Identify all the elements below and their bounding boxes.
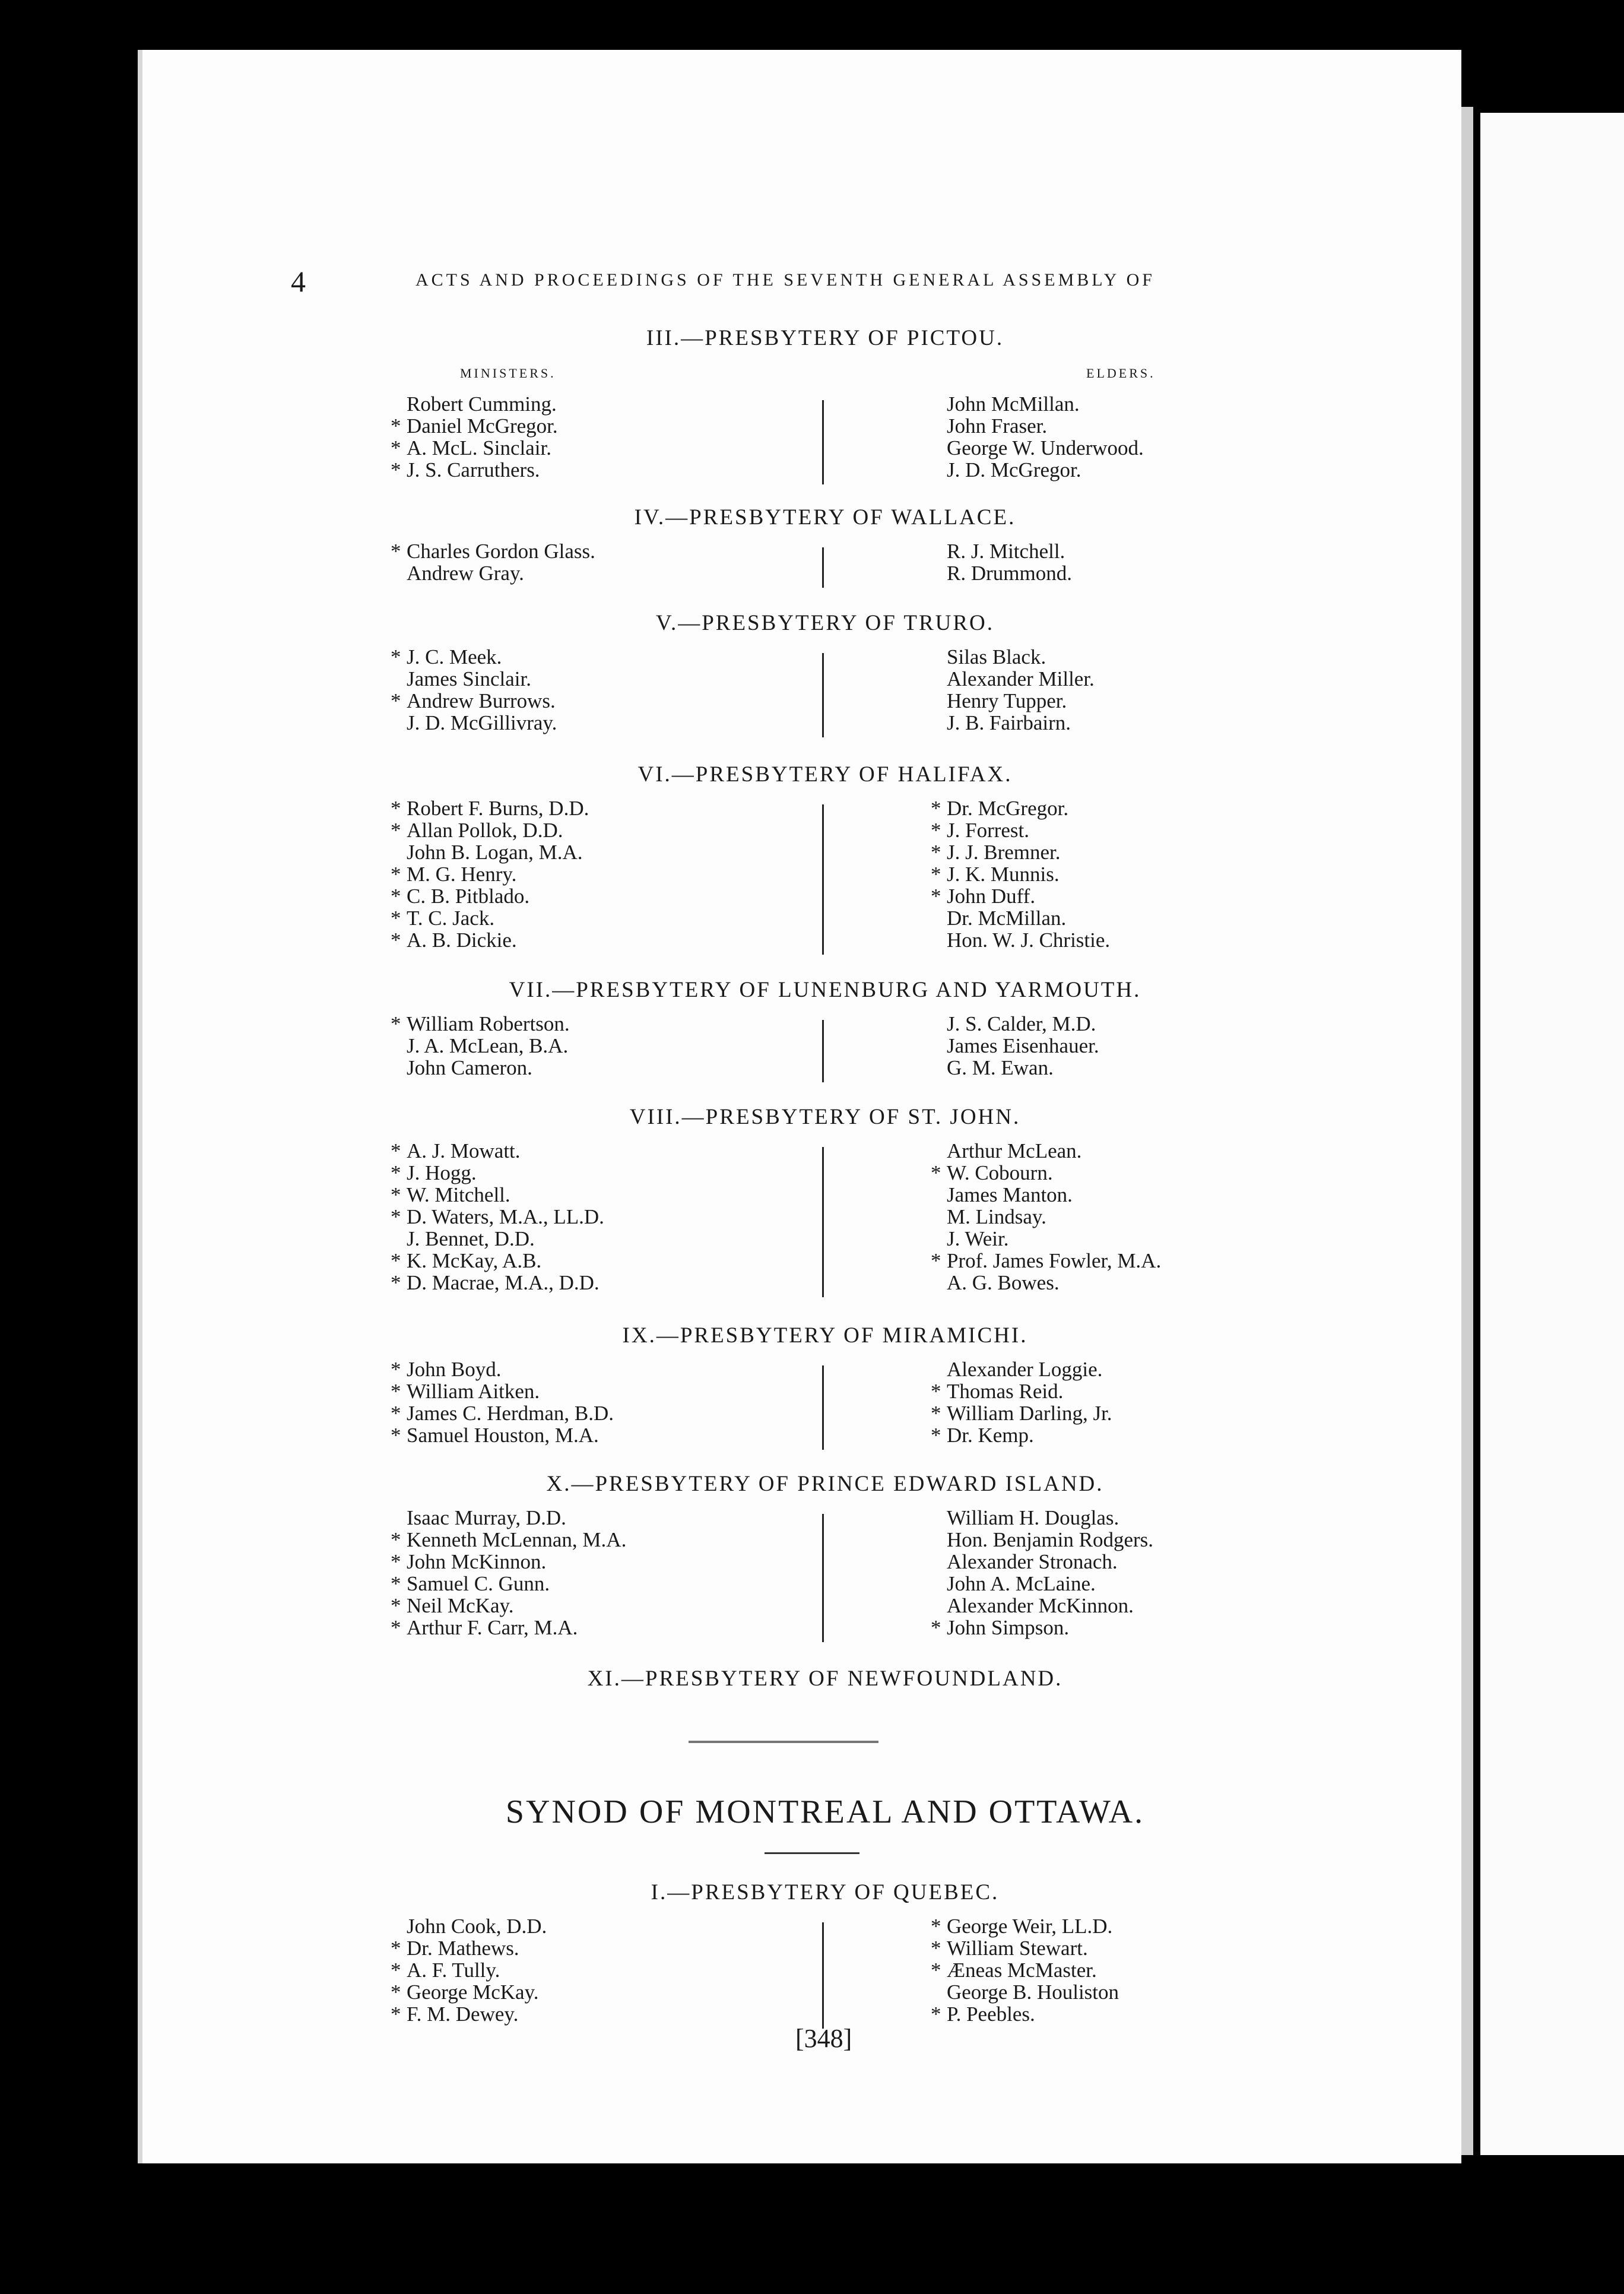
person-name: John Cameron. — [407, 1056, 532, 1079]
asterisk-mark: * — [391, 1161, 401, 1184]
person-name: J. S. Calder, M.D. — [947, 1012, 1096, 1035]
asterisk-mark: * — [391, 645, 401, 668]
minister-entry — [391, 1937, 547, 1960]
asterisk-mark: * — [391, 1205, 401, 1228]
elder-entry — [947, 459, 1144, 481]
person-name: Henry Tupper. — [947, 689, 1067, 712]
minister-entry — [391, 1205, 604, 1228]
person-name: J. Bennet, D.D. — [407, 1227, 535, 1250]
minister-entry — [391, 1358, 614, 1381]
ministers-list — [391, 540, 595, 585]
person-name: Æneas McMaster. — [947, 1959, 1097, 1982]
person-name: K. McKay, A.B. — [407, 1249, 542, 1272]
minister-entry — [391, 1616, 626, 1639]
elder-entry — [947, 907, 1110, 929]
synod-title: SYNOD OF MONTREAL AND OTTAWA. — [505, 1794, 1145, 1830]
asterisk-mark: * — [391, 1402, 401, 1425]
asterisk-mark: * — [391, 1528, 401, 1551]
minister-entry — [391, 1981, 547, 2004]
ministers-list — [391, 1012, 570, 1079]
facing-page-edge — [1480, 113, 1624, 2155]
minister-entry — [391, 1402, 614, 1425]
person-name: James Manton. — [947, 1183, 1073, 1206]
elder-entry — [931, 1616, 1153, 1639]
elder-entry — [947, 1358, 1112, 1380]
column-rule — [822, 1020, 824, 1082]
asterisk-mark: * — [931, 1380, 941, 1403]
presbytery-section — [380, 1323, 1270, 1447]
asterisk-mark: * — [391, 1012, 401, 1035]
minister-entry — [407, 841, 589, 863]
minister-entry — [391, 1959, 547, 1982]
person-name: J. K. Munnis. — [947, 863, 1060, 886]
asterisk-mark: * — [391, 1271, 401, 1294]
minister-entry — [391, 885, 589, 908]
elder-entry — [947, 562, 1072, 584]
person-name: J. D. McGillivray. — [407, 711, 557, 734]
minister-entry — [407, 1915, 547, 1937]
asterisk-mark: * — [391, 1358, 401, 1381]
person-name: William Darling, Jr. — [947, 1402, 1112, 1425]
column-rule — [822, 804, 824, 955]
minister-entry — [391, 1380, 614, 1403]
asterisk-mark: * — [391, 1424, 401, 1447]
person-name: Dr. Kemp. — [947, 1424, 1034, 1447]
section-title: XI.—PRESBYTERY OF NEWFOUNDLAND. — [587, 1666, 1063, 1691]
elder-entry — [947, 1551, 1153, 1573]
asterisk-mark: * — [391, 1959, 401, 1982]
person-name: William Aitken. — [407, 1380, 540, 1403]
minister-entry — [391, 1249, 604, 1272]
person-name: A. F. Tully. — [407, 1959, 500, 1982]
section-title: III.—PRESBYTERY OF PICTOU. — [646, 326, 1004, 350]
person-name: Thomas Reid. — [947, 1380, 1064, 1403]
ministers-header: MINISTERS. — [460, 366, 556, 381]
person-name: William Robertson. — [407, 1012, 570, 1035]
ministers-list — [391, 1139, 604, 1294]
elder-entry — [931, 1249, 1162, 1272]
person-name: Charles Gordon Glass. — [407, 540, 595, 563]
asterisk-mark: * — [391, 436, 401, 460]
elder-entry — [947, 690, 1095, 712]
person-name: George B. Houliston — [947, 1981, 1119, 2004]
minister-entry — [391, 907, 589, 930]
person-name: John Duff. — [947, 885, 1036, 908]
person-name: Dr. McGregor. — [947, 797, 1069, 820]
person-name: James C. Herdman, B.D. — [407, 1402, 614, 1425]
asterisk-mark: * — [391, 1981, 401, 2004]
person-name: D. Waters, M.A., LL.D. — [407, 1205, 604, 1228]
person-name: Dr. Mathews. — [407, 1937, 519, 1960]
person-name: G. M. Ewan. — [947, 1056, 1054, 1079]
person-name: John B. Logan, M.A. — [407, 841, 583, 864]
person-name: Allan Pollok, D.D. — [407, 819, 563, 842]
elders-list — [947, 540, 1072, 584]
column-rule — [822, 1365, 824, 1450]
person-name: George Weir, LL.D. — [947, 1915, 1113, 1938]
minister-entry — [391, 436, 558, 460]
asterisk-mark: * — [391, 1550, 401, 1573]
asterisk-mark: * — [931, 797, 941, 820]
asterisk-mark: * — [931, 1616, 941, 1639]
elder-entry — [947, 1272, 1161, 1294]
person-name: M. G. Henry. — [407, 863, 517, 886]
person-name: W. Mitchell. — [407, 1183, 510, 1206]
minister-entry — [391, 689, 557, 712]
minister-entry — [391, 1161, 604, 1184]
elder-entry — [947, 1507, 1153, 1529]
elder-entry — [947, 1057, 1099, 1079]
ministers-list — [391, 645, 557, 734]
elder-entry — [947, 1573, 1153, 1595]
person-name: John McKinnon. — [407, 1550, 547, 1573]
person-name: J. Weir. — [947, 1227, 1009, 1250]
person-name: Alexander Loggie. — [947, 1358, 1103, 1381]
person-name: D. Macrae, M.A., D.D. — [407, 1271, 600, 1294]
elders-list — [931, 1358, 1112, 1447]
minister-entry — [407, 1507, 626, 1529]
elder-entry — [947, 929, 1110, 951]
person-name: Alexander Miller. — [947, 667, 1095, 690]
asterisk-mark: * — [931, 1161, 941, 1184]
minister-entry — [391, 458, 558, 481]
elder-entry — [947, 712, 1095, 734]
minister-entry — [391, 1183, 604, 1206]
column-rule — [822, 400, 824, 484]
ministers-list — [391, 1915, 547, 2026]
presbytery-section — [380, 978, 1270, 1079]
elder-entry — [947, 1228, 1161, 1250]
asterisk-mark: * — [931, 1402, 941, 1425]
elder-entry — [931, 1380, 1112, 1403]
asterisk-mark: * — [931, 819, 941, 842]
person-name: Samuel C. Gunn. — [407, 1572, 550, 1595]
elder-entry — [931, 863, 1110, 886]
elders-list — [931, 1915, 1119, 2026]
person-name: Neil McKay. — [407, 1594, 514, 1617]
elder-entry — [947, 415, 1144, 437]
asterisk-mark: * — [391, 1380, 401, 1403]
minister-entry — [391, 1572, 626, 1595]
asterisk-mark: * — [391, 2003, 401, 2026]
asterisk-mark: * — [391, 414, 401, 438]
asterisk-mark: * — [391, 1183, 401, 1206]
minister-entry — [391, 1012, 570, 1035]
column-rule — [822, 1147, 824, 1297]
person-name: C. B. Pitblado. — [407, 885, 530, 908]
presbytery-section — [380, 505, 1270, 585]
person-name: J. Hogg. — [407, 1161, 477, 1184]
column-rule — [822, 1922, 824, 2029]
elder-entry — [931, 1959, 1119, 1982]
asterisk-mark: * — [391, 689, 401, 712]
minister-entry — [391, 540, 595, 563]
person-name: Robert Cumming. — [407, 392, 557, 416]
elder-entry — [931, 1402, 1112, 1425]
person-name: J. Forrest. — [947, 819, 1030, 842]
elders-list — [931, 1139, 1162, 1294]
elder-entry — [947, 1184, 1161, 1206]
person-name: Daniel McGregor. — [407, 414, 558, 438]
person-name: A. McL. Sinclair. — [407, 436, 551, 460]
person-name: Hon. Benjamin Rodgers. — [947, 1528, 1154, 1551]
person-name: R. J. Mitchell. — [947, 540, 1065, 563]
section-title: VIII.—PRESBYTERY OF ST. JOHN. — [629, 1105, 1021, 1129]
person-name: J. B. Fairbairn. — [947, 711, 1071, 734]
person-name: A. B. Dickie. — [407, 929, 517, 952]
person-name: Alexander McKinnon. — [947, 1594, 1134, 1617]
person-name: Andrew Gray. — [407, 562, 524, 585]
elders-list — [947, 646, 1095, 734]
asterisk-mark: * — [931, 1915, 941, 1938]
elder-entry — [931, 1915, 1119, 1938]
minister-entry — [391, 1271, 604, 1294]
person-name: James Eisenhauer. — [947, 1034, 1099, 1057]
person-name: George McKay. — [407, 1981, 539, 2004]
asterisk-mark: * — [931, 863, 941, 886]
asterisk-mark: * — [391, 1594, 401, 1617]
person-name: Arthur McLean. — [947, 1139, 1082, 1162]
person-name: Prof. James Fowler, M.A. — [947, 1249, 1162, 1272]
elder-entry — [931, 885, 1110, 908]
column-rule — [822, 1514, 824, 1642]
asterisk-mark: * — [391, 885, 401, 908]
asterisk-mark: * — [931, 1424, 941, 1447]
ministers-list — [391, 392, 558, 481]
elder-entry — [931, 841, 1110, 864]
column-headers — [380, 361, 1270, 382]
person-name: A. G. Bowes. — [947, 1271, 1060, 1294]
minister-entry — [391, 1550, 626, 1573]
asterisk-mark: * — [391, 1139, 401, 1162]
presbytery-section — [380, 1667, 1270, 1691]
person-name: John McMillan. — [947, 392, 1080, 416]
elders-list — [931, 1506, 1154, 1639]
minister-entry — [407, 393, 558, 415]
person-name: Silas Black. — [947, 645, 1046, 668]
asterisk-mark: * — [391, 819, 401, 842]
person-name: P. Peebles. — [947, 2003, 1035, 2026]
asterisk-mark: * — [391, 1616, 401, 1639]
person-name: John Simpson. — [947, 1616, 1070, 1639]
person-name: J. S. Carruthers. — [407, 458, 540, 481]
person-name: Kenneth McLennan, M.A. — [407, 1528, 627, 1551]
elder-entry — [931, 797, 1110, 820]
minister-entry — [407, 1057, 570, 1079]
elder-entry — [947, 540, 1072, 562]
section-title: IX.—PRESBYTERY OF MIRAMICHI. — [622, 1323, 1028, 1348]
elder-entry — [947, 1595, 1153, 1617]
elder-entry — [947, 646, 1095, 668]
person-name: John Boyd. — [407, 1358, 502, 1381]
minister-entry — [407, 668, 557, 690]
minister-entry — [391, 414, 558, 438]
minister-entry — [391, 1139, 604, 1162]
folio-number: [348] — [795, 2024, 852, 2053]
page-edge — [1461, 107, 1473, 2155]
asterisk-mark: * — [391, 929, 401, 952]
elder-entry — [947, 393, 1144, 415]
section-title: X.—PRESBYTERY OF PRINCE EDWARD ISLAND. — [546, 1472, 1104, 1496]
elder-entry — [931, 819, 1110, 842]
presbytery-section — [380, 1472, 1270, 1639]
asterisk-mark: * — [391, 1249, 401, 1272]
minister-entry — [407, 562, 595, 584]
minister-entry — [391, 863, 589, 886]
minister-entry — [407, 712, 557, 734]
asterisk-mark: * — [391, 540, 401, 563]
person-name: William Stewart. — [947, 1937, 1088, 1960]
elder-entry — [947, 1013, 1099, 1035]
section-title: VII.—PRESBYTERY OF LUNENBURG AND YARMOUTH. — [509, 978, 1141, 1002]
elder-entry — [931, 1424, 1112, 1447]
person-name: Robert F. Burns, D.D. — [407, 797, 589, 820]
minister-entry — [407, 1228, 604, 1250]
ministers-list — [391, 797, 589, 952]
person-name: Samuel Houston, M.A. — [407, 1424, 599, 1447]
person-name: R. Drummond. — [947, 562, 1072, 585]
minister-entry — [391, 797, 589, 820]
running-head: ACTS AND PROCEEDINGS OF THE SEVENTH GENERAL ASSEMBLY OF — [415, 270, 1155, 290]
section-title: V.—PRESBYTERY OF TRURO. — [656, 611, 994, 635]
asterisk-mark: * — [391, 797, 401, 820]
elder-entry — [931, 1161, 1161, 1184]
asterisk-mark: * — [931, 2003, 941, 2026]
elders-list — [931, 797, 1111, 952]
minister-entry — [391, 1528, 627, 1551]
elder-entry — [947, 1529, 1153, 1551]
elder-entry — [931, 1937, 1119, 1960]
person-name: F. M. Dewey. — [407, 2003, 519, 2026]
person-name: J. A. McLean, B.A. — [407, 1034, 569, 1057]
asterisk-mark: * — [931, 841, 941, 864]
elders-list — [947, 393, 1144, 481]
column-rule — [822, 547, 824, 588]
minister-entry — [391, 1594, 626, 1617]
minister-entry — [391, 1424, 614, 1447]
person-name: Alexander Stronach. — [947, 1550, 1118, 1573]
asterisk-mark: * — [391, 907, 401, 930]
person-name: J. D. McGregor. — [947, 458, 1081, 481]
elder-entry — [947, 1981, 1119, 2003]
person-name: T. C. Jack. — [407, 907, 495, 930]
person-name: William H. Douglas. — [947, 1506, 1119, 1529]
person-name: J. C. Meek. — [407, 645, 502, 668]
presbytery-section — [380, 326, 1270, 481]
asterisk-mark: * — [391, 458, 401, 481]
person-name: Arthur F. Carr, M.A. — [407, 1616, 578, 1639]
elders-list — [947, 1013, 1099, 1079]
person-name: James Sinclair. — [407, 667, 531, 690]
page-number: 4 — [291, 265, 306, 298]
person-name: W. Cobourn. — [947, 1161, 1053, 1184]
person-name: M. Lindsay. — [947, 1205, 1046, 1228]
asterisk-mark: * — [931, 1937, 941, 1960]
presbytery-section — [380, 762, 1270, 952]
presbytery-section — [380, 611, 1270, 734]
asterisk-mark: * — [391, 1937, 401, 1960]
asterisk-mark: * — [931, 1959, 941, 1982]
person-name: Hon. W. J. Christie. — [947, 929, 1111, 952]
person-name: A. J. Mowatt. — [407, 1139, 521, 1162]
person-name: Isaac Murray, D.D. — [407, 1506, 566, 1529]
minister-entry — [391, 2003, 547, 2026]
elder-entry — [947, 1206, 1161, 1228]
elder-entry — [947, 668, 1095, 690]
asterisk-mark: * — [931, 885, 941, 908]
minister-entry — [407, 1035, 570, 1057]
person-name: Andrew Burrows. — [407, 689, 556, 712]
section-divider — [689, 1741, 878, 1743]
presbytery-section — [380, 1105, 1270, 1294]
person-name: John A. McLaine. — [947, 1572, 1096, 1595]
person-name: George W. Underwood. — [947, 436, 1144, 460]
elder-entry — [947, 1035, 1099, 1057]
title-underline — [765, 1852, 859, 1854]
presbytery-section — [380, 1880, 1270, 2026]
ministers-list — [391, 1358, 614, 1447]
column-rule — [822, 653, 824, 737]
person-name: J. J. Bremner. — [947, 841, 1061, 864]
elder-entry — [931, 2003, 1119, 2026]
asterisk-mark: * — [391, 863, 401, 886]
section-title: VI.—PRESBYTERY OF HALIFAX. — [637, 762, 1013, 787]
section-title: I.—PRESBYTERY OF QUEBEC. — [651, 1880, 1000, 1905]
minister-entry — [391, 819, 589, 842]
minister-entry — [391, 929, 589, 952]
person-name: Dr. McMillan. — [947, 907, 1067, 930]
asterisk-mark: * — [391, 1572, 401, 1595]
elder-entry — [947, 437, 1144, 459]
person-name: John Cook, D.D. — [407, 1915, 547, 1938]
person-name: John Fraser. — [947, 414, 1048, 438]
ministers-list — [391, 1506, 627, 1639]
elders-header: ELDERS. — [1086, 366, 1156, 381]
elder-entry — [947, 1140, 1161, 1162]
asterisk-mark: * — [931, 1249, 941, 1272]
minister-entry — [391, 645, 557, 668]
section-title: IV.—PRESBYTERY OF WALLACE. — [634, 505, 1016, 530]
